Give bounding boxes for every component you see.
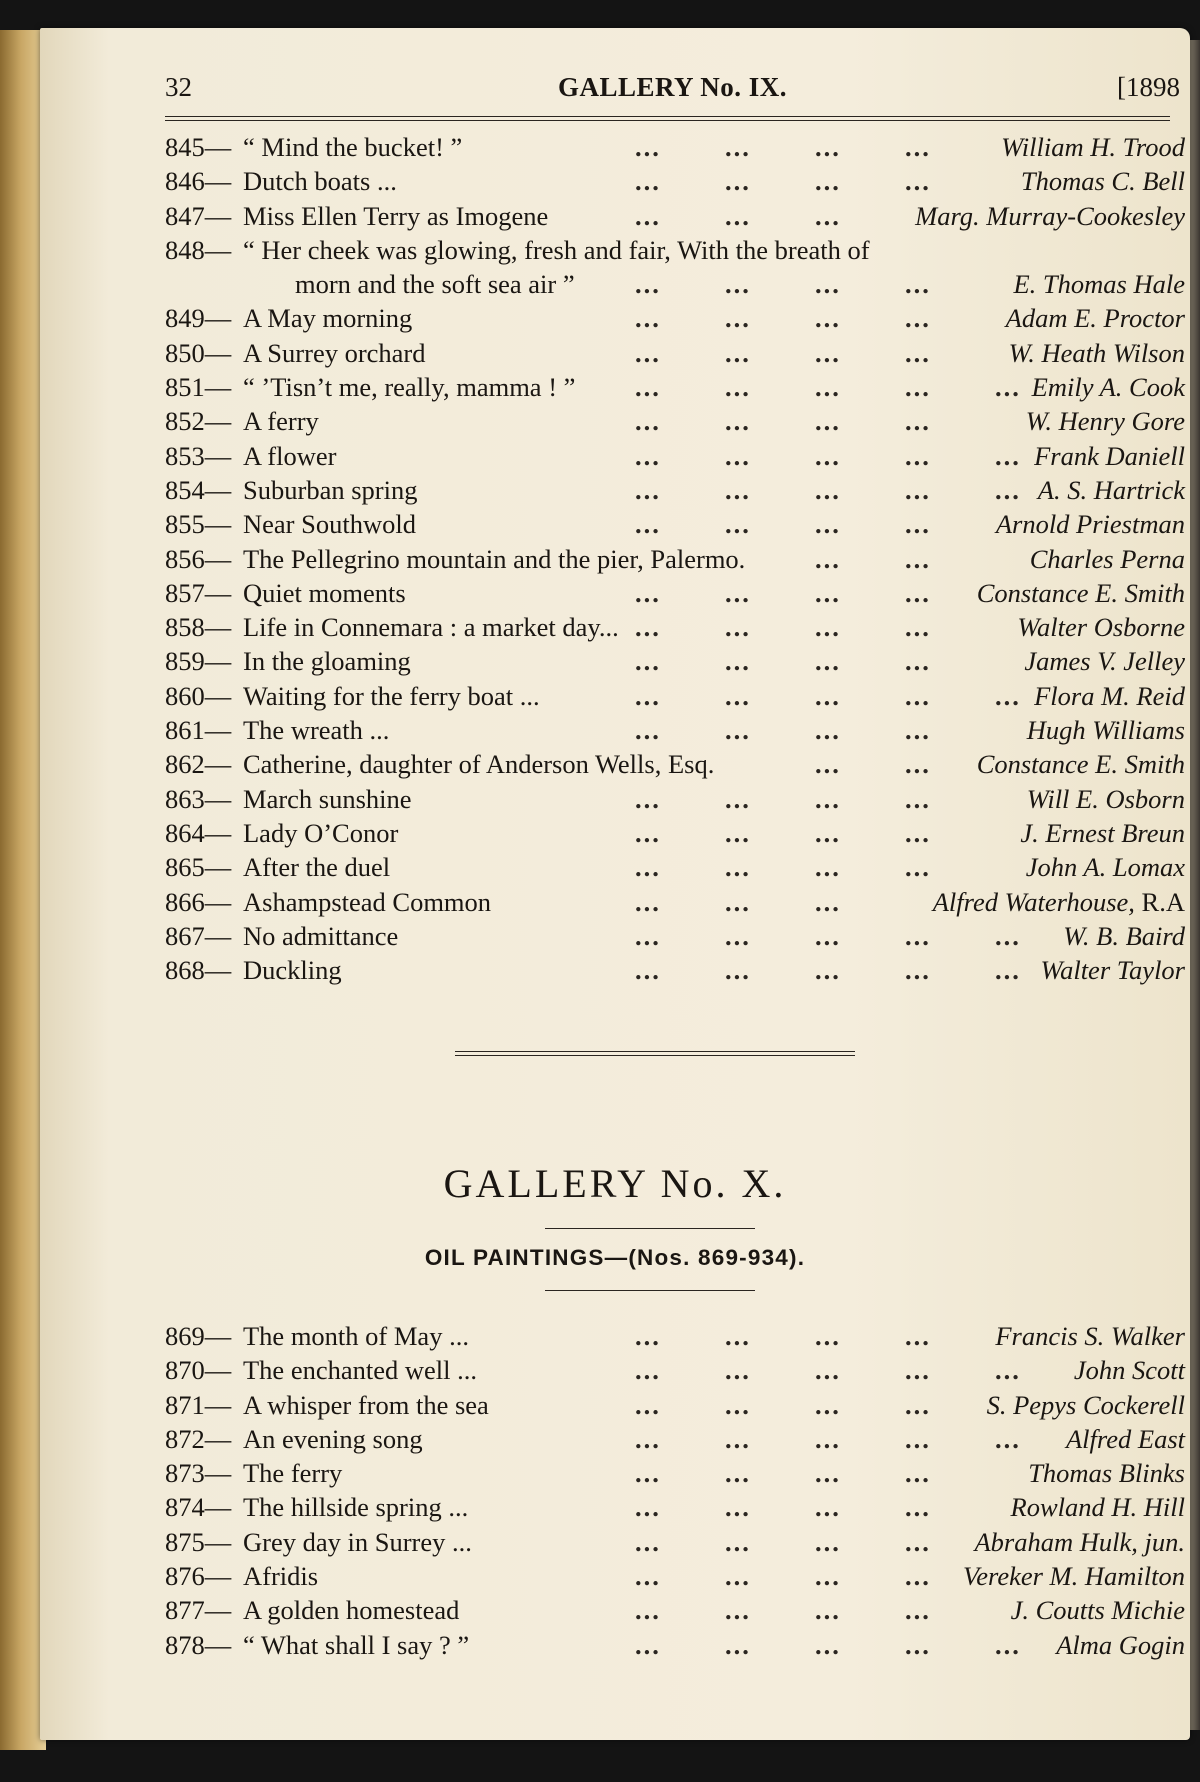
entry-number: 859— — [165, 646, 232, 677]
entry-title: The hillside spring ... — [243, 1492, 469, 1523]
entry-number: 855— — [165, 509, 232, 540]
entry-artist: James V. Jelley — [1024, 646, 1185, 677]
leader-dots: ... — [725, 920, 751, 951]
page-number: 32 — [165, 72, 192, 102]
entry-title: A whisper from the sea — [243, 1389, 489, 1420]
leader-dots: ... — [815, 920, 841, 951]
entry-title: No admittance — [243, 920, 399, 951]
catalogue-page — [40, 28, 1190, 1740]
catalogue-entry — [165, 747, 1185, 781]
entry-artist: Will E. Osborn — [1026, 783, 1185, 814]
leader-dots: ... — [635, 1595, 661, 1626]
leader-dots: ... — [905, 132, 931, 162]
leader-dots: ... — [635, 200, 661, 231]
entry-artist: Abraham Hulk, jun. — [974, 1526, 1185, 1557]
leader-dots: ... — [635, 715, 661, 746]
leader-dots: ... — [905, 955, 931, 986]
leader-dots: ... — [635, 132, 661, 162]
leader-dots: ... — [815, 372, 841, 403]
entry-artist: Arnold Priestman — [995, 509, 1185, 540]
leader-dots: ... — [635, 1526, 661, 1557]
catalogue-entry — [165, 885, 1185, 919]
catalogue-entry — [165, 199, 1185, 233]
leader-dots: ... — [725, 406, 751, 437]
catalogue-entry — [165, 644, 1185, 678]
entry-number: 867— — [165, 920, 232, 951]
entry-artist: Rowland H. Hill — [1010, 1492, 1185, 1523]
entry-artist: Constance E. Smith — [976, 749, 1185, 780]
entry-artist: A. S. Hartrick — [1037, 474, 1185, 505]
entry-title: Lady O’Conor — [243, 817, 399, 848]
leader-dots: ... — [815, 715, 841, 746]
entry-artist: Vereker M. Hamilton — [962, 1561, 1185, 1592]
catalogue-entry — [165, 404, 1185, 438]
entry-artist: Frank Daniell — [1034, 440, 1185, 471]
catalogue-entry — [165, 336, 1185, 370]
catalogue-entry — [165, 233, 1185, 267]
leader-dots: ... — [905, 1423, 931, 1454]
entry-number: 878— — [165, 1629, 232, 1660]
leader-dots: ... — [815, 303, 841, 334]
leader-dots: ... — [905, 406, 931, 437]
leader-dots: ... — [905, 1321, 931, 1351]
leader-dots: ... — [905, 1492, 931, 1523]
catalogue-entry — [165, 610, 1185, 644]
leader-dots: ... — [815, 337, 841, 368]
leader-dots: ... — [725, 612, 751, 643]
entry-title: “ ’Tisn’t me, really, mamma ! ” — [243, 372, 576, 403]
leader-dots: ... — [635, 852, 661, 883]
leader-dots: ... — [905, 269, 931, 300]
entry-number: 860— — [165, 680, 232, 711]
entry-number: 851— — [165, 372, 232, 403]
leader-dots: ... — [725, 577, 751, 608]
leader-dots: ... — [905, 577, 931, 608]
catalogue-entry — [165, 439, 1185, 473]
entry-number: 854— — [165, 474, 232, 505]
leader-dots: ... — [815, 817, 841, 848]
leader-dots: ... — [815, 509, 841, 540]
section-separator-rule — [455, 1051, 855, 1056]
catalogue-entry — [165, 1525, 1185, 1559]
leader-dots: ... — [905, 166, 931, 197]
leader-dots: ... — [815, 1355, 841, 1386]
leader-dots: ... — [725, 166, 751, 197]
leader-dots: ... — [635, 1492, 661, 1523]
leader-dots: ... — [725, 474, 751, 505]
leader-dots: ... — [815, 1492, 841, 1523]
entry-title: morn and the soft sea air ” — [295, 269, 575, 300]
leader-dots: ... — [905, 372, 931, 403]
catalogue-entry — [165, 370, 1185, 404]
leader-dots: ... — [725, 440, 751, 471]
catalogue-entry — [165, 1490, 1185, 1524]
leader-dots: ... — [725, 200, 751, 231]
entry-number: 869— — [165, 1321, 232, 1351]
leader-dots: ... — [815, 1423, 841, 1454]
leader-dots: ... — [635, 337, 661, 368]
leader-dots: ... — [635, 577, 661, 608]
entry-title: Grey day in Surrey ... — [243, 1526, 472, 1557]
leader-dots: ... — [905, 303, 931, 334]
leader-dots: ... — [635, 269, 661, 300]
entry-title: Dutch boats ... — [243, 166, 397, 197]
catalogue-entry — [165, 1628, 1185, 1662]
leader-dots: ... — [725, 1458, 751, 1489]
leader-dots: ... — [905, 920, 931, 951]
leader-dots: ... — [905, 852, 931, 883]
leader-dots: ... — [635, 886, 661, 917]
entry-title: “ What shall I say ? ” — [243, 1629, 470, 1660]
header-year: [1898 — [1117, 72, 1180, 102]
entry-title: The enchanted well ... — [243, 1355, 477, 1386]
leader-dots: ... — [635, 955, 661, 986]
entry-title: Waiting for the ferry boat ... — [243, 680, 540, 711]
leader-dots: ... — [815, 406, 841, 437]
leader-dots: ... — [905, 543, 931, 574]
leader-dots: ... — [815, 886, 841, 917]
leader-dots: ... — [635, 1321, 661, 1351]
entry-number: 850— — [165, 337, 232, 368]
entry-artist: J. Coutts Michie — [1010, 1595, 1185, 1626]
leader-dots: ... — [995, 1629, 1021, 1660]
catalogue-entry — [165, 816, 1185, 850]
entry-number: 870— — [165, 1355, 232, 1386]
entry-title: “ Her cheek was glowing, fresh and fair, With the breath of — [243, 234, 870, 265]
entry-number: 864— — [165, 817, 232, 848]
entry-title: A May morning — [243, 303, 413, 334]
leader-dots: ... — [725, 1423, 751, 1454]
leader-dots: ... — [635, 1423, 661, 1454]
leader-dots: ... — [815, 955, 841, 986]
leader-dots: ... — [905, 1561, 931, 1592]
leader-dots: ... — [905, 783, 931, 814]
leader-dots: ... — [725, 783, 751, 814]
leader-dots: ... — [635, 1355, 661, 1386]
catalogue-entry — [165, 919, 1185, 953]
entry-artist: Thomas Blinks — [1028, 1458, 1185, 1489]
leader-dots: ... — [905, 509, 931, 540]
leader-dots: ... — [635, 1458, 661, 1489]
leader-dots: ... — [635, 612, 661, 643]
entry-number: 868— — [165, 955, 232, 986]
leader-dots: ... — [995, 680, 1021, 711]
entry-number: 872— — [165, 1423, 232, 1454]
leader-dots: ... — [725, 1355, 751, 1386]
catalogue-entry — [165, 576, 1185, 610]
entry-title: March sunshine — [243, 783, 412, 814]
entry-title: Afridis — [243, 1561, 319, 1592]
entry-title: The Pellegrino mountain and the pier, Palermo. — [243, 543, 746, 574]
leader-dots: ... — [725, 852, 751, 883]
leader-dots: ... — [995, 440, 1021, 471]
leader-dots: ... — [905, 1389, 931, 1420]
entry-number: 845— — [165, 132, 232, 162]
entry-artist: Flora M. Reid — [1034, 680, 1185, 711]
leader-dots: ... — [815, 1629, 841, 1660]
leader-dots: ... — [815, 680, 841, 711]
leader-dots: ... — [635, 166, 661, 197]
catalogue-entry — [165, 953, 1185, 987]
leader-dots: ... — [815, 646, 841, 677]
entry-title: The wreath ... — [243, 715, 390, 746]
leader-dots: ... — [905, 1526, 931, 1557]
catalogue-entry — [165, 850, 1185, 884]
leader-dots: ... — [725, 1321, 751, 1351]
leader-dots: ... — [815, 1321, 841, 1351]
leader-dots: ... — [815, 1526, 841, 1557]
leader-dots: ... — [725, 1595, 751, 1626]
entry-artist: Hugh Williams — [1026, 715, 1185, 746]
entry-title: An evening song — [243, 1423, 423, 1454]
leader-dots: ... — [905, 1458, 931, 1489]
leader-dots: ... — [815, 166, 841, 197]
entry-number: 862— — [165, 749, 232, 780]
entry-number: 857— — [165, 577, 232, 608]
entry-artist: W. B. Baird — [1063, 920, 1185, 951]
leader-dots: ... — [725, 337, 751, 368]
leader-dots: ... — [905, 1629, 931, 1660]
leader-dots: ... — [815, 1561, 841, 1592]
catalogue-entry — [165, 130, 1185, 164]
entry-artist: Francis S. Walker — [995, 1321, 1185, 1351]
leader-dots: ... — [725, 509, 751, 540]
catalogue-entry — [165, 1456, 1185, 1490]
entry-title: “ Mind the bucket! ” — [243, 132, 463, 162]
leader-dots: ... — [815, 200, 841, 231]
leader-dots: ... — [815, 543, 841, 574]
entry-artist: Charles Perna — [1029, 543, 1185, 574]
leader-dots: ... — [635, 1389, 661, 1420]
leader-dots: ... — [635, 440, 661, 471]
header-rule — [165, 116, 1170, 121]
entry-number: 846— — [165, 166, 232, 197]
entry-artist: E. Thomas Hale — [1013, 269, 1185, 300]
leader-dots: ... — [725, 1561, 751, 1592]
entry-title: Life in Connemara : a market day... — [243, 612, 619, 643]
entry-number: 866— — [165, 886, 232, 917]
entry-number: 871— — [165, 1389, 232, 1420]
entry-artist: Marg. Murray-Cookesley — [915, 200, 1185, 231]
leader-dots: ... — [995, 1423, 1021, 1454]
leader-dots: ... — [995, 372, 1021, 403]
leader-dots: ... — [815, 132, 841, 162]
catalogue-entry — [165, 1559, 1185, 1593]
leader-dots: ... — [905, 749, 931, 780]
entry-number: 877— — [165, 1595, 232, 1626]
leader-dots: ... — [635, 783, 661, 814]
leader-dots: ... — [815, 1595, 841, 1626]
catalogue-entry — [165, 1593, 1185, 1627]
entry-number: 853— — [165, 440, 232, 471]
leader-dots: ... — [635, 303, 661, 334]
leader-dots: ... — [815, 577, 841, 608]
catalogue-entry — [165, 1422, 1185, 1456]
leader-dots: ... — [725, 715, 751, 746]
entry-title: Duckling — [243, 955, 342, 986]
entry-artist: Thomas C. Bell — [1020, 166, 1185, 197]
leader-dots: ... — [905, 817, 931, 848]
entry-number: 863— — [165, 783, 232, 814]
catalogue-entry — [165, 164, 1185, 198]
gallery-x-list — [165, 1319, 1185, 1662]
entry-number: 847— — [165, 200, 232, 231]
catalogue-entry — [165, 713, 1185, 747]
entry-artist: S. Pepys Cockerell — [986, 1389, 1185, 1420]
entry-artist: John Scott — [1073, 1355, 1185, 1386]
leader-dots: ... — [725, 1526, 751, 1557]
entry-artist: Adam E. Proctor — [1005, 303, 1185, 334]
leader-dots: ... — [905, 1595, 931, 1626]
leader-dots: ... — [815, 440, 841, 471]
catalogue-entry — [165, 473, 1185, 507]
catalogue-entry — [165, 1388, 1185, 1422]
entry-artist: William H. Trood — [1001, 132, 1185, 162]
leader-dots: ... — [725, 372, 751, 403]
catalogue-entry — [165, 507, 1185, 541]
leader-dots: ... — [905, 1355, 931, 1386]
catalogue-entry — [165, 301, 1185, 335]
leader-dots: ... — [905, 646, 931, 677]
leader-dots: ... — [725, 680, 751, 711]
entry-number: 874— — [165, 1492, 232, 1523]
leader-dots: ... — [635, 1629, 661, 1660]
leader-dots: ... — [725, 1629, 751, 1660]
catalogue-entry — [165, 679, 1185, 713]
leader-dots: ... — [635, 406, 661, 437]
leader-dots: ... — [725, 886, 751, 917]
leader-dots: ... — [905, 337, 931, 368]
leader-dots: ... — [815, 852, 841, 883]
entry-title: Catherine, daughter of Anderson Wells, Esq. — [243, 749, 715, 780]
entry-title: Quiet moments — [243, 577, 406, 608]
entry-artist: Walter Taylor — [1040, 955, 1185, 986]
entry-artist: Alma Gogin — [1056, 1629, 1185, 1660]
leader-dots: ... — [725, 132, 751, 162]
leader-dots: ... — [995, 474, 1021, 505]
entry-title: A ferry — [243, 406, 319, 437]
leader-dots: ... — [725, 955, 751, 986]
leader-dots: ... — [635, 474, 661, 505]
leader-dots: ... — [995, 1355, 1021, 1386]
entry-title: After the duel — [243, 852, 391, 883]
leader-dots: ... — [905, 715, 931, 746]
entry-number: 861— — [165, 715, 232, 746]
catalogue-entry — [165, 1353, 1185, 1387]
catalogue-entry — [165, 267, 1185, 301]
entry-title: A golden homestead — [243, 1595, 460, 1626]
entry-title: Ashampstead Common — [243, 886, 492, 917]
leader-dots: ... — [905, 474, 931, 505]
entry-number: 856— — [165, 543, 232, 574]
catalogue-entry — [165, 1319, 1185, 1353]
entry-artist: J. Ernest Breun — [1020, 817, 1185, 848]
gallery-x-heading: GALLERY No. X. — [443, 1161, 787, 1206]
gallery-ix-list — [165, 130, 1185, 987]
entry-artist: John A. Lomax — [1025, 852, 1185, 883]
entry-artist: Alfred East — [1066, 1423, 1185, 1454]
leader-dots: ... — [815, 269, 841, 300]
leader-dots: ... — [635, 817, 661, 848]
leader-dots: ... — [815, 1458, 841, 1489]
leader-dots: ... — [815, 749, 841, 780]
entry-artist: Emily A. Cook — [1031, 372, 1185, 403]
entry-artist: Constance E. Smith — [976, 577, 1185, 608]
running-header — [165, 72, 1180, 116]
entry-title: Suburban spring — [243, 474, 418, 505]
entry-number: 849— — [165, 303, 232, 334]
entry-number: 848— — [165, 234, 232, 265]
entry-number: 876— — [165, 1561, 232, 1592]
leader-dots: ... — [725, 1492, 751, 1523]
leader-dots: ... — [725, 646, 751, 677]
entry-artist: Walter Osborne — [1017, 612, 1185, 643]
entry-number: 875— — [165, 1526, 232, 1557]
leader-dots: ... — [725, 817, 751, 848]
header-title: GALLERY No. IX. — [557, 72, 788, 102]
entry-artist: Alfred Waterhouse, R.A — [932, 886, 1185, 917]
catalogue-entry — [165, 782, 1185, 816]
entry-number: 852— — [165, 406, 232, 437]
entry-number: 873— — [165, 1458, 232, 1489]
heading-underline — [545, 1228, 755, 1229]
leader-dots: ... — [815, 1389, 841, 1420]
catalogue-entry — [165, 542, 1185, 576]
entry-title: In the gloaming — [243, 646, 411, 677]
entry-number: 858— — [165, 612, 232, 643]
entry-title: The ferry — [243, 1458, 343, 1489]
leader-dots: ... — [815, 783, 841, 814]
entry-title: Near Southwold — [243, 509, 416, 540]
leader-dots: ... — [815, 474, 841, 505]
leader-dots: ... — [995, 955, 1021, 986]
page-content — [40, 28, 1190, 1740]
leader-dots: ... — [905, 440, 931, 471]
entry-title: Miss Ellen Terry as Imogene — [243, 200, 549, 231]
entry-title: The month of May ... — [243, 1321, 469, 1351]
leader-dots: ... — [725, 269, 751, 300]
entry-number: 865— — [165, 852, 232, 883]
leader-dots: ... — [635, 680, 661, 711]
leader-dots: ... — [635, 509, 661, 540]
leader-dots: ... — [725, 303, 751, 334]
subheading-underline — [545, 1290, 755, 1291]
leader-dots: ... — [635, 920, 661, 951]
gallery-x-subheading: OIL PAINTINGS—(Nos. 869-934). — [424, 1245, 806, 1270]
leader-dots: ... — [905, 680, 931, 711]
leader-dots: ... — [905, 612, 931, 643]
leader-dots: ... — [725, 1389, 751, 1420]
leader-dots: ... — [635, 372, 661, 403]
entry-title: A Surrey orchard — [243, 337, 426, 368]
entry-title: A flower — [243, 440, 337, 471]
entry-artist: W. Henry Gore — [1025, 406, 1185, 437]
leader-dots: ... — [635, 1561, 661, 1592]
entry-artist: W. Heath Wilson — [1008, 337, 1185, 368]
leader-dots: ... — [995, 920, 1021, 951]
leader-dots: ... — [635, 646, 661, 677]
leader-dots: ... — [815, 612, 841, 643]
